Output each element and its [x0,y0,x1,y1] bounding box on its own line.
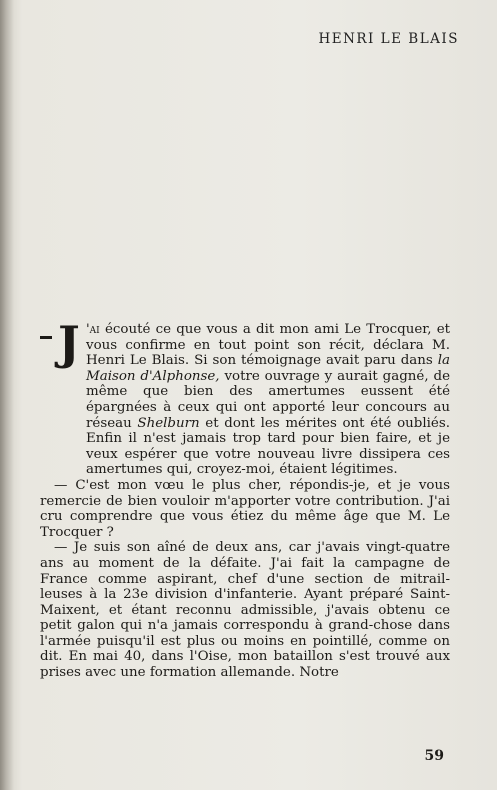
italic-title: la Maison d'Alphonse, [86,353,450,384]
opening-text-1: écouté ce que vous a dit mon ami Le Trocquer, et vous confirme en tout point son récit, déclara M. Henri Le Blais. Si son témoignage avait paru dans [86,322,450,369]
paragraph: — Je suis son aîné de deux ans, car j'avais vingt-quatre ans au moment de la défaite. J'ai fait la campagne de France comme aspirant, chef d'une section de mitrail-leuses à la 23e division d'infanterie. Ayant préparé Saint-Maixent, et étant reconnu admissible, j'avais obtenu ce petit galon qui n'a jamais correspondu à grand-chose dans l'armée puisqu'il est plus ou moins en pointillé, comme on dit. En mai 40, dans l'Oise, mon bataillon s'est trouvé aux prises avec une formation allemande. Notre [40,540,450,681]
opening-text-3: et dont les mérites ont été oubliés. Enfin il n'est jamais trop tard pour bien faire, et je veux espérer que votre nouveau livre dissipera ces amertumes qui, croyez-moi, étaient légitimes. [86,415,450,478]
opening-text-2: votre ouvrage y aurait gagné, de même que bien des amertumes eussent été épargnées à ceux qui ont apporté leur concours au réseau [86,368,450,431]
running-head: HENRI LE BLAIS [318,31,459,47]
opening-paragraph [40,316,450,478]
smallcap-lead: 'ai [86,322,100,337]
drop-cap: J [58,316,80,370]
gutter-shadow [0,0,14,790]
page-number: 59 [424,748,444,764]
dialogue-dash [40,336,52,339]
paragraph: — C'est mon vœu le plus cher, répondis-je, et je vous remercie de bien vouloir m'apporter votre contribution. J'ai cru comprendre que vous étiez du même âge que M. Le Trocquer ? [40,477,450,540]
body-text [40,316,450,681]
italic-network: Shelburn [137,415,200,431]
